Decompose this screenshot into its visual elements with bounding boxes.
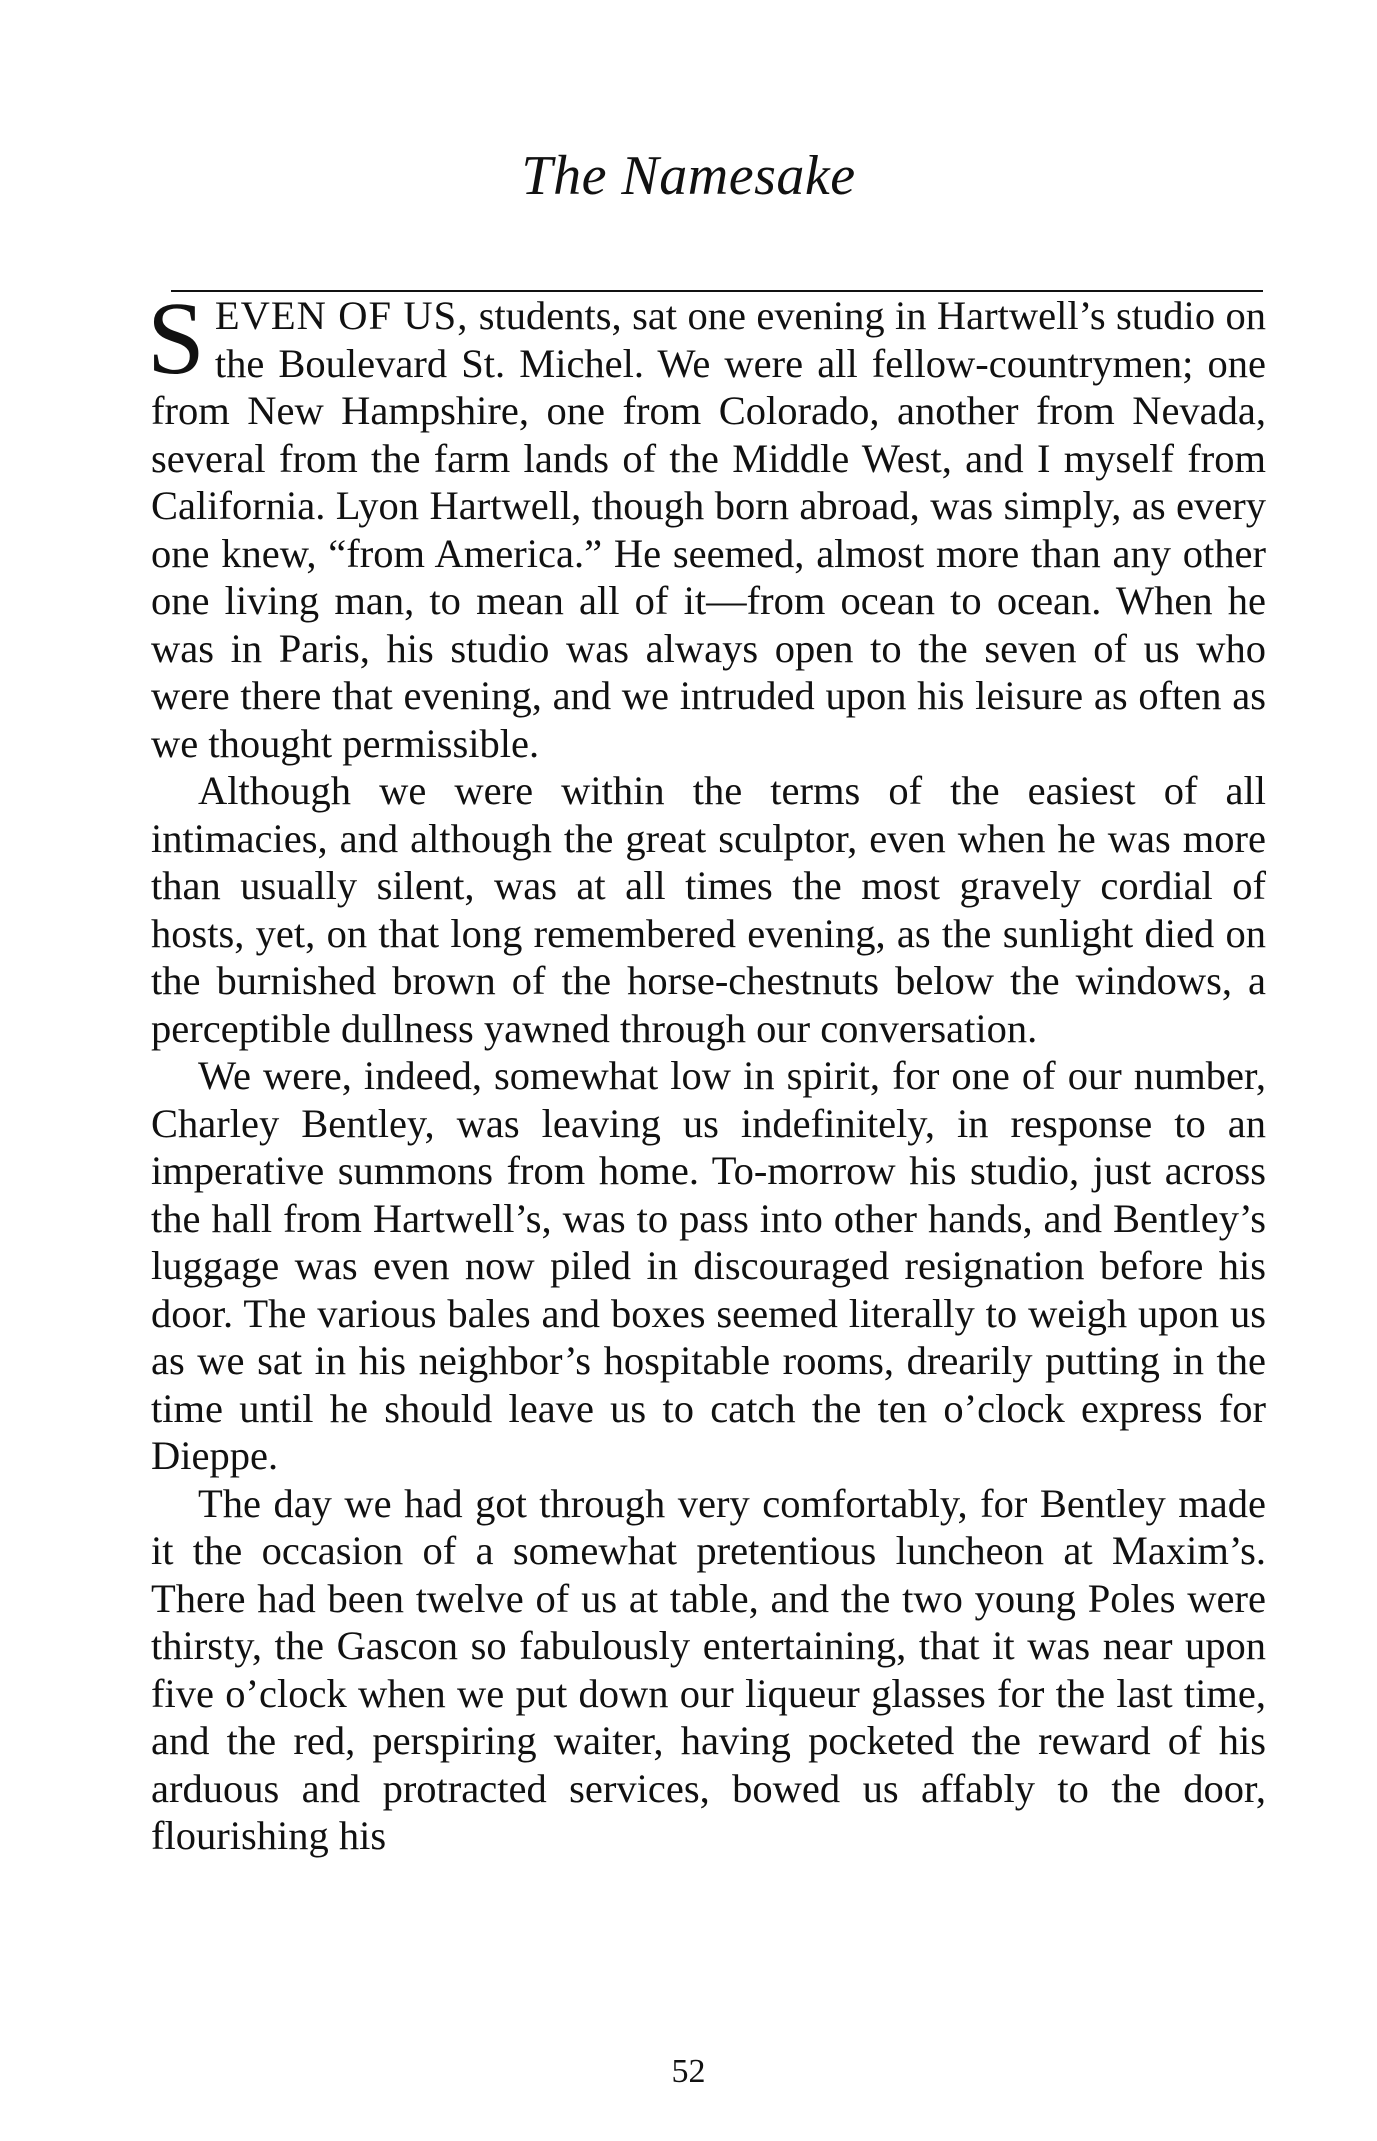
body-text xyxy=(147,281,1266,1860)
paragraph-2: Although we were within the terms of the easiest of all intimacies, and although the great sculptor, even when he was more than usually silent, was at all times the most gravely cordial of hosts, yet, on that long remembered evening, as the sunlight died on the burnished brown of the horse-chestnuts below the windows, a perceptible dullness yawned through our conversation. xyxy=(151,768,1266,1051)
paragraph-1 xyxy=(147,281,1266,767)
paragraph-3: We were, indeed, somewhat low in spirit, for one of our number, Charley Bentley, was leaving us indefinitely, in response to an imperative summons from home. To-morrow his studio, just across the hall from Hartwell’s, was to pass into other hands, and Bentley’s luggage was even now piled in discouraged resignation before his door. The various bales and boxes seemed literally to weigh upon us as we sat in his neighbor’s hospitable rooms, drearily putting in the time until he should leave us to catch the ten o’clock express for Dieppe. xyxy=(151,1053,1266,1478)
drop-cap: S xyxy=(147,281,205,396)
chapter-title: The Namesake xyxy=(521,145,856,207)
opening-small-caps: EVEN OF US, xyxy=(214,293,469,338)
paragraph-4: The day we had got through very comfortably, for Bentley made it the occasion of a somewhat pretentious luncheon at Maxim’s. There had been twelve of us at table, and the two young Poles were thirsty, the Gascon so fabulously entertaining, that it was near upon five o’clock when we put down our liqueur glasses for the last time, and the red, perspiring waiter, having pocketed the reward of his arduous and protracted services, bowed us affably to the door, flourishing his xyxy=(151,1480,1266,1858)
paragraph-1-text: students, sat one evening in Hartwell’s studio on the Boulevard St. Michel. We were all fellow-countrymen; one from New Hampshire, one from Colorado, another from Nevada, several from the farm lands of the Middle West, and I myself from California. Lyon Hartwell, though born abroad, was simply, as every one knew, “from America.” He seemed, almost more than any other one living man, to mean all of it—from ocean to ocean. When he was in Paris, his studio was always open to the seven of us who were there that evening, and we intruded upon his leisure as often as we thought permissible. xyxy=(151,293,1266,766)
page-number: 52 xyxy=(671,2053,706,2090)
